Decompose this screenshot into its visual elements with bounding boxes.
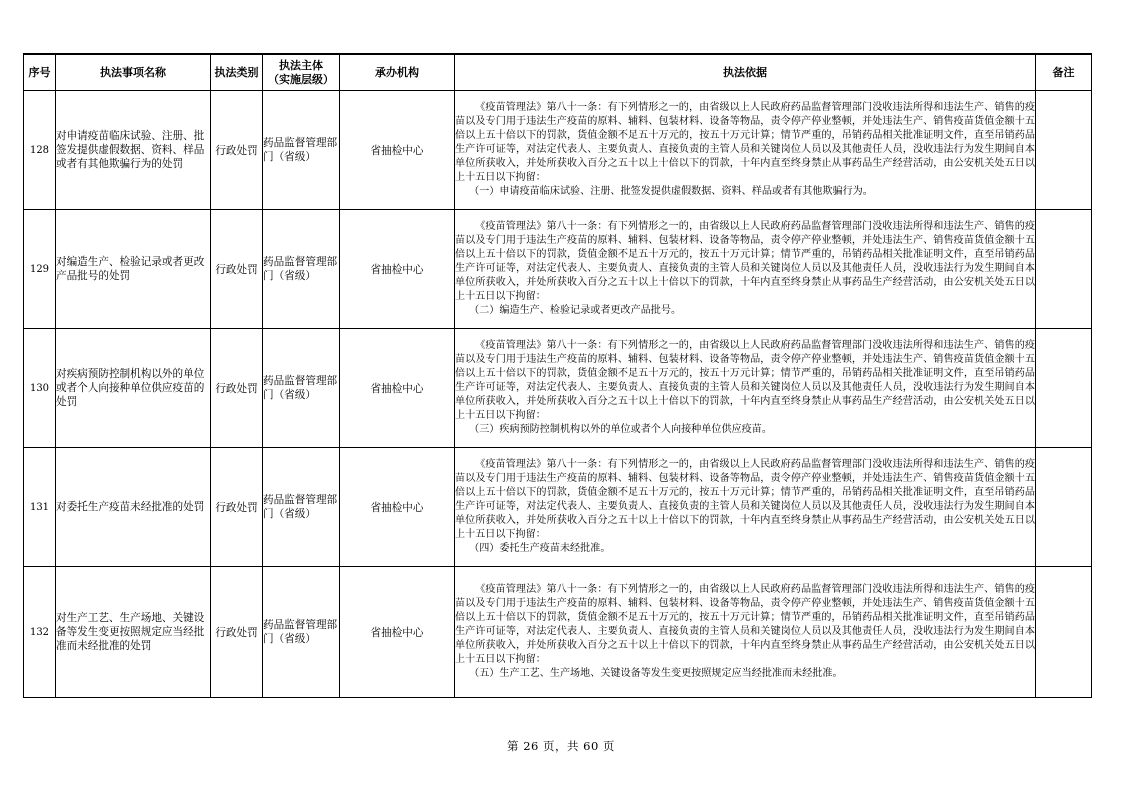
header-subject-line1: 执法主体 [279,58,323,72]
row-basis [455,210,1036,329]
basis-text: 《疫苗管理法》第八十一条：有下列情形之一的，由省级以上人民政府药品监督管理部门没收违法所得和违法生产、销售的疫苗以及专门用于违法生产疫苗的原料、辅料、包装材料、设备等物品，责令停产停业整顿，并处违法生产、销售疫苗货值金额十五倍以上五十倍以下的罚款，货值金额不足五十万元的，按五十万元计算；情节严重的，吊销药品相关批准证明文件，直至吊销药品生产许可证等，对法定代表人、主要负责人、直接负责的主管人员和关键岗位人员以及其他责任人员，没收违法行为发生期间自本单位所获收入，并处所获收入百分之五十以上十倍以下的罚款，十年内直至终身禁止从事药品生产经营活动，由公安机关处五日以上十五日以下拘留： [455,102,1035,183]
row-category: 行政处罚 [211,567,263,698]
enforcement-table [23,53,1092,698]
row-basis [455,91,1036,210]
row-no: 132 [24,567,56,698]
basis-text: 《疫苗管理法》第八十一条：有下列情形之一的，由省级以上人民政府药品监督管理部门没收违法所得和违法生产、销售的疫苗以及专门用于违法生产疫苗的原料、辅料、包装材料、设备等物品，责令停产停业整顿，并处违法生产、销售疫苗货值金额十五倍以上五十倍以下的罚款，货值金额不足五十万元的，按五十万元计算；情节严重的，吊销药品相关批准证明文件，直至吊销药品生产许可证等，对法定代表人、主要负责人、直接负责的主管人员和关键岗位人员以及其他责任人员，没收违法行为发生期间自本单位所获收入，并处所获收入百分之五十以上十倍以下的罚款，十年内直至终身禁止从事药品生产经营活动，由公安机关处五日以上十五日以下拘留： [455,340,1035,421]
row-org: 省抽检中心 [340,567,455,698]
basis-text: 《疫苗管理法》第八十一条：有下列情形之一的，由省级以上人民政府药品监督管理部门没收违法所得和违法生产、销售的疫苗以及专门用于违法生产疫苗的原料、辅料、包装材料、设备等物品，责令停产停业整顿，并处违法生产、销售疫苗货值金额十五倍以上五十倍以下的罚款，货值金额不足五十万元的，按五十万元计算；情节严重的，吊销药品相关批准证明文件，直至吊销药品生产许可证等，对法定代表人、主要负责人、直接负责的主管人员和关键岗位人员以及其他责任人员，没收违法行为发生期间自本单位所获收入，并处所获收入百分之五十以上十倍以下的罚款，十年内直至终身禁止从事药品生产经营活动，由公安机关处五日以上十五日以下拘留： [455,459,1035,540]
basis-item: （二）编造生产、检验记录或者更改产品批号。 [469,305,682,316]
header-org: 承办机构 [340,54,455,91]
table-row [24,210,1092,329]
basis-item: （五）生产工艺、生产场地、关键设备等发生变更按照规定应当经批准而未经批准。 [469,668,843,679]
basis-text: 《疫苗管理法》第八十一条：有下列情形之一的，由省级以上人民政府药品监督管理部门没收违法所得和违法生产、销售的疫苗以及专门用于违法生产疫苗的原料、辅料、包装材料、设备等物品，责令停产停业整顿，并处违法生产、销售疫苗货值金额十五倍以上五十倍以下的罚款，货值金额不足五十万元的，按五十万元计算；情节严重的，吊销药品相关批准证明文件，直至吊销药品生产许可证等，对法定代表人、主要负责人、直接负责的主管人员和关键岗位人员以及其他责任人员，没收违法行为发生期间自本单位所获收入，并处所获收入百分之五十以上十倍以下的罚款，十年内直至终身禁止从事药品生产经营活动，由公安机关处五日以上十五日以下拘留： [455,221,1035,302]
row-category: 行政处罚 [211,91,263,210]
row-remark [1036,567,1092,698]
row-remark [1036,329,1092,448]
table-header-row [24,54,1092,91]
row-no: 130 [24,329,56,448]
row-name: 对编造生产、检验记录或者更改产品批号的处罚 [56,210,211,329]
header-name: 执法事项名称 [56,54,211,91]
basis-item: （一）申请疫苗临床试验、注册、批签发提供虚假数据、资料、样品或者有其他欺骗行为。 [469,186,873,197]
row-category: 行政处罚 [211,329,263,448]
row-subject: 药品监督管理部门（省级） [263,329,340,448]
header-remark: 备注 [1036,54,1092,91]
row-subject: 药品监督管理部门（省级） [263,91,340,210]
row-subject: 药品监督管理部门（省级） [263,567,340,698]
table-row [24,91,1092,210]
header-no: 序号 [24,54,56,91]
header-subject [263,54,340,91]
row-name: 对申请疫苗临床试验、注册、批签发提供虚假数据、资料、样品或者有其他欺骗行为的处罚 [56,91,211,210]
header-category: 执法类别 [211,54,263,91]
table-row [24,567,1092,698]
row-subject: 药品监督管理部门（省级） [263,448,340,567]
row-name: 对疾病预防控制机构以外的单位或者个人向接种单位供应疫苗的处罚 [56,329,211,448]
row-org: 省抽检中心 [340,448,455,567]
row-subject: 药品监督管理部门（省级） [263,210,340,329]
row-remark [1036,210,1092,329]
row-name: 对生产工艺、生产场地、关键设备等发生变更按照规定应当经批准而未经批准的处罚 [56,567,211,698]
row-basis [455,329,1036,448]
header-basis: 执法依据 [455,54,1036,91]
table-row [24,329,1092,448]
row-no: 128 [24,91,56,210]
row-basis [455,567,1036,698]
row-org: 省抽检中心 [340,91,455,210]
row-org: 省抽检中心 [340,329,455,448]
row-no: 131 [24,448,56,567]
row-basis [455,448,1036,567]
page-footer: 第 26 页，共 60 页 [507,739,615,753]
row-remark [1036,448,1092,567]
row-no: 129 [24,210,56,329]
basis-item: （四）委托生产疫苗未经批准。 [469,543,611,554]
row-category: 行政处罚 [211,448,263,567]
row-name: 对委托生产疫苗未经批准的处罚 [56,448,211,567]
row-org: 省抽检中心 [340,210,455,329]
basis-item: （三）疾病预防控制机构以外的单位或者个人向接种单位供应疫苗。 [469,424,772,435]
row-remark [1036,91,1092,210]
header-subject-line2: （实施层级） [268,72,334,86]
row-category: 行政处罚 [211,210,263,329]
table-row [24,448,1092,567]
basis-text: 《疫苗管理法》第八十一条：有下列情形之一的，由省级以上人民政府药品监督管理部门没收违法所得和违法生产、销售的疫苗以及专门用于违法生产疫苗的原料、辅料、包装材料、设备等物品，责令停产停业整顿，并处违法生产、销售疫苗货值金额十五倍以上五十倍以下的罚款，货值金额不足五十万元的，按五十万元计算；情节严重的，吊销药品相关批准证明文件，直至吊销药品生产许可证等，对法定代表人、主要负责人、直接负责的主管人员和关键岗位人员以及其他责任人员，没收违法行为发生期间自本单位所获收入，并处所获收入百分之五十以上十倍以下的罚款，十年内直至终身禁止从事药品生产经营活动，由公安机关处五日以上十五日以下拘留： [455,584,1035,665]
